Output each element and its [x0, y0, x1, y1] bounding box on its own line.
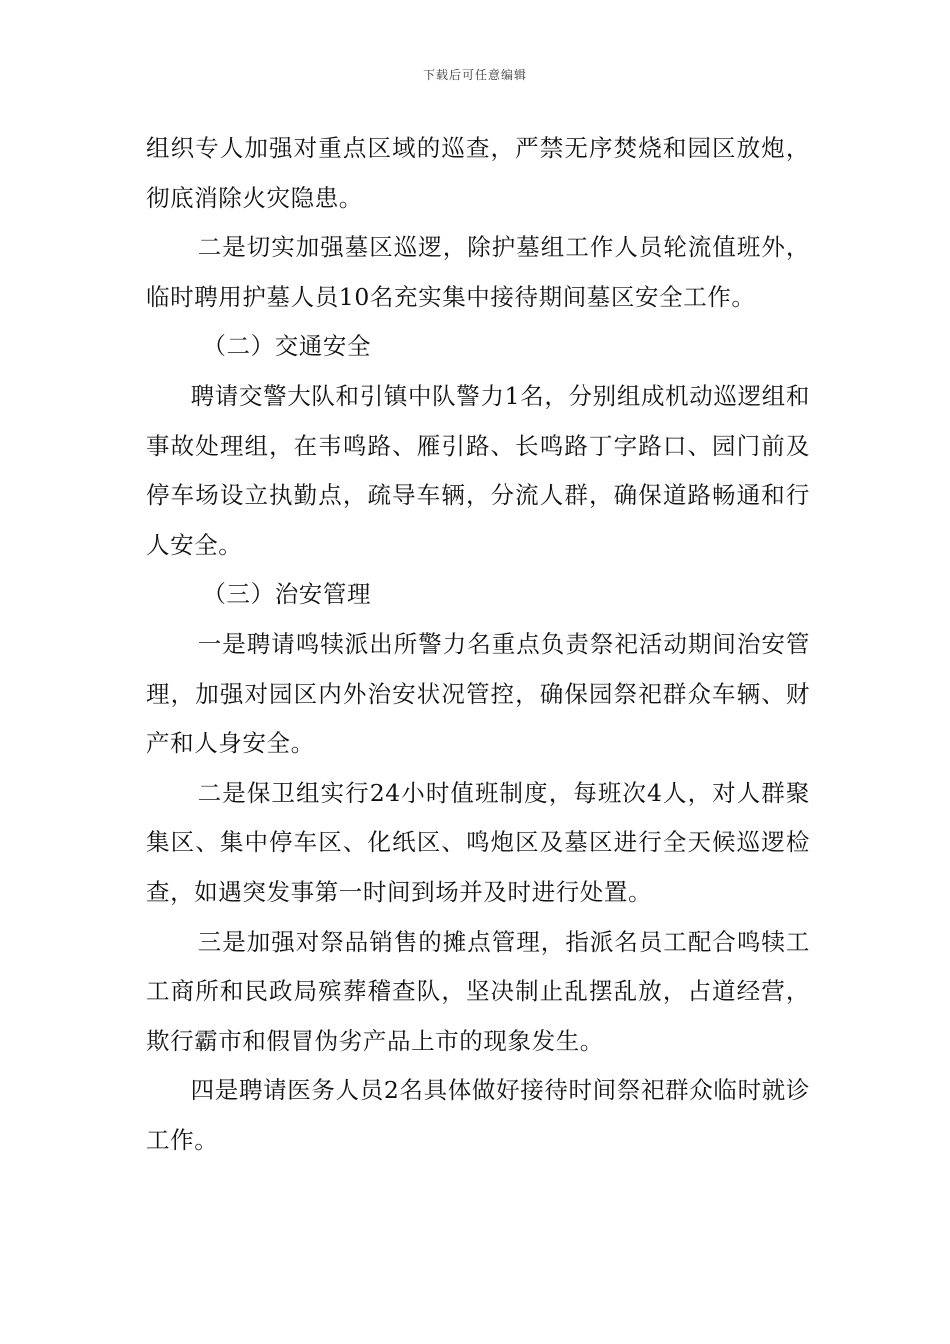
- paragraph-fire-patrol: 组织专人加强对重点区域的巡查，严禁无序焚烧和园区放炮，彻底消除火灾隐患。: [146, 134, 810, 212]
- paragraph-medical-staff: 四是聘请医务人员2名具体做好接待时间祭祀群众临时就诊工作。: [146, 1076, 810, 1154]
- section-heading-public-security: （三）治安管理: [202, 580, 372, 609]
- page-header-note: 下载后可任意编辑: [422, 68, 527, 82]
- document-body: [146, 124, 810, 1165]
- paragraph-police-station: 一是聘请鸣犊派出所警力名重点负责祭祀活动期间治安管理，加强对园区内外治安状况管控，确保园祭祀群众车辆、财产和人身安全。: [146, 629, 810, 758]
- paragraph-cemetery-patrol: 二是切实加强墓区巡逻，除护墓组工作人员轮流值班外，临时聘用护墓人员10名充实集中接待期间墓区安全工作。: [146, 233, 810, 311]
- paragraph-traffic-police: 聘请交警大队和引镇中队警力1名，分别组成机动巡逻组和事故处理组，在韦鸣路、雁引路、长鸣路丁字路口、园门前及停车场设立执勤点，疏导车辆，分流人群，确保道路畅通和行人安全。: [146, 381, 810, 559]
- paragraph-vendor-management: 三是加强对祭品销售的摊点管理，指派名员工配合鸣犊工工商所和民政局殡葬稽查队，坚决制止乱摆乱放，占道经营，欺行霸市和假冒伪劣产品上市的现象发生。: [146, 927, 810, 1055]
- section-heading-traffic-safety: （二）交通安全: [202, 332, 372, 361]
- paragraph-security-shifts: 二是保卫组实行24小时值班制度，每班次4人，对人群聚集区、集中停车区、化纸区、鸣炮区及墓区进行全天候巡逻检查，如遇突发事第一时间到场并及时进行处置。: [146, 778, 810, 906]
